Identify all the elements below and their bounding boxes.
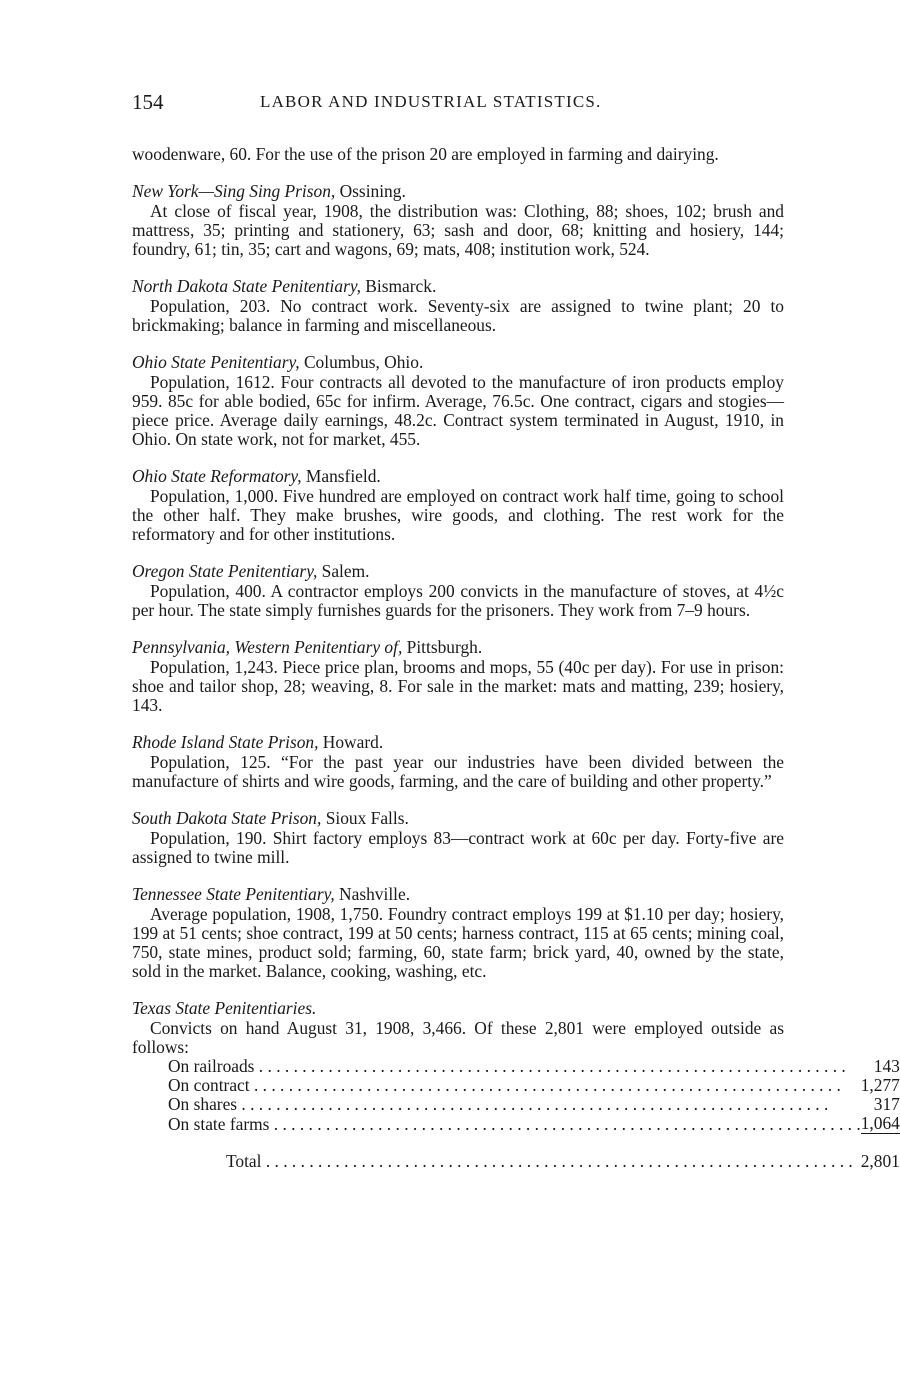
table-row [168, 1114, 900, 1134]
section-oregon [132, 562, 784, 620]
table-row [168, 1057, 900, 1076]
row-label: On shares . . . [168, 1095, 861, 1114]
section-heading [132, 885, 784, 904]
section-heading [132, 638, 784, 657]
section-tennessee [132, 885, 784, 981]
section-heading [132, 999, 784, 1018]
section-text: Population, 1,243. Piece price plan, brooms and mops, 55 (40c per day). For use in prison: shoe and tailor shop, 28; weaving, 8. For sale in the market: mats and matting, 239; hosiery, 143. [132, 657, 784, 715]
intro-paragraph: woodenware, 60. For the use of the prison 20 are employed in farming and dairying. [132, 144, 719, 164]
section-north-dakota [132, 277, 784, 335]
row-value: 317 [873, 1094, 900, 1114]
section-text: Convicts on hand August 31, 1908, 3,466. Of these 2,801 were employed outside as follows: [132, 1018, 784, 1057]
institution-name: Ohio State Reformatory, [132, 466, 302, 486]
section-new-york [132, 182, 784, 259]
page-number: 154 [132, 90, 164, 114]
section-ohio-penitentiary [132, 353, 784, 449]
section-heading [132, 733, 784, 752]
section-heading [132, 809, 784, 828]
institution-location: Ossining. [335, 181, 406, 201]
row-label: On state farms . . . [168, 1115, 861, 1134]
section-text: Population, 190. Shirt factory employs 83—contract work at 60c per day. Forty-five are assigned to twine mill. [132, 828, 784, 867]
convict-employment-table [168, 1057, 900, 1171]
section-text: At close of fiscal year, 1908, the distribution was: Clothing, 88; shoes, 102; brush and mattress, 35; printing and stationery, 63; sash and door, 68; knitting and hosiery, 144; foundry, 61; tin, 35; cart and wagons, 69; mats, 408; institution work, 524. [132, 201, 784, 259]
institution-location: Mansfield. [301, 466, 381, 486]
institution-name: North Dakota State Penitentiary, [132, 276, 361, 296]
total-label: Total . . . [226, 1152, 861, 1171]
institution-location: Howard. [318, 732, 384, 752]
institution-name: Rhode Island State Prison, [132, 732, 319, 752]
institution-location: Nashville. [334, 884, 411, 904]
institution-name: Pennsylvania, Western Penitentiary of, [132, 637, 403, 657]
institution-name: New York—Sing Sing Prison, [132, 181, 336, 201]
institution-location: Sioux Falls. [321, 808, 409, 828]
table-row [168, 1076, 900, 1095]
institution-name: Ohio State Penitentiary, [132, 352, 300, 372]
section-pennsylvania [132, 638, 784, 715]
institution-name: South Dakota State Prison, [132, 808, 322, 828]
section-texas [132, 998, 900, 1171]
institution-location: Salem. [317, 561, 370, 581]
institution-name: Texas State Penitentiaries. [132, 998, 317, 1018]
row-label: On railroads . . . [168, 1057, 861, 1076]
section-text: Population, 1612. Four contracts all devoted to the manufacture of iron products employ 959. 85c for able bodied, 65c for infirm. Average, 76.5c. One contract, cigars and stogies—piece price. Average daily earnings, 48.2c. Contract system terminated in August, 1910, in Ohio. On state work, not for market, 455. [132, 372, 784, 449]
total-value: 2,801 [861, 1134, 900, 1171]
section-text: Population, 125. “For the past year our industries have been divided between the manufacture of shirts and wire goods, farming, and the care of building and other property.” [132, 752, 784, 791]
institution-location: Pittsburgh. [402, 637, 483, 657]
section-south-dakota [132, 809, 784, 867]
section-text: Population, 203. No contract work. Seventy-six are assigned to twine plant; 20 to brickmaking; balance in farming and miscellaneous. [132, 296, 784, 335]
section-text: Population, 1,000. Five hundred are employed on contract work half time, going to school the other half. They make brushes, wire goods, and clothing. The rest work for the reformatory and for other institutions. [132, 486, 784, 544]
body-text [132, 144, 900, 1171]
row-label: On contract . . . [168, 1076, 861, 1095]
row-value: 1,064 [860, 1113, 900, 1133]
institution-name: Tennessee State Penitentiary, [132, 884, 335, 904]
institution-name: Oregon State Penitentiary, [132, 561, 318, 581]
row-value: 143 [873, 1056, 900, 1076]
institution-location: Columbus, Ohio. [299, 352, 424, 372]
table-row [168, 1095, 900, 1114]
running-head: LABOR AND INDUSTRIAL STATISTICS. [260, 92, 602, 111]
page-header [132, 90, 784, 120]
section-heading [132, 277, 784, 296]
section-heading [132, 562, 784, 581]
section-text: Average population, 1908, 1,750. Foundry contract employs 199 at $1.10 per day; hosiery, 199 at 51 cents; shoe contract, 199 at 50 cents; harness contract, 115 at 65 cents; mining coal, 750, state mines, product sold; farming, 60, state farm; brick yard, 40, owned by the state, sold in the market. Balance, cooking, washing, etc. [132, 904, 784, 981]
row-value: 1,277 [860, 1075, 900, 1095]
section-heading [132, 467, 784, 486]
section-rhode-island [132, 733, 784, 791]
section-heading [132, 182, 784, 201]
section-text: Population, 400. A contractor employs 200 convicts in the manufacture of stoves, at 4½c per hour. The state simply furnishes guards for the prisoners. They work from 7–9 hours. [132, 581, 784, 620]
institution-location: Bismarck. [360, 276, 437, 296]
total-row [168, 1134, 900, 1171]
section-ohio-reformatory [132, 467, 784, 544]
section-heading [132, 353, 784, 372]
